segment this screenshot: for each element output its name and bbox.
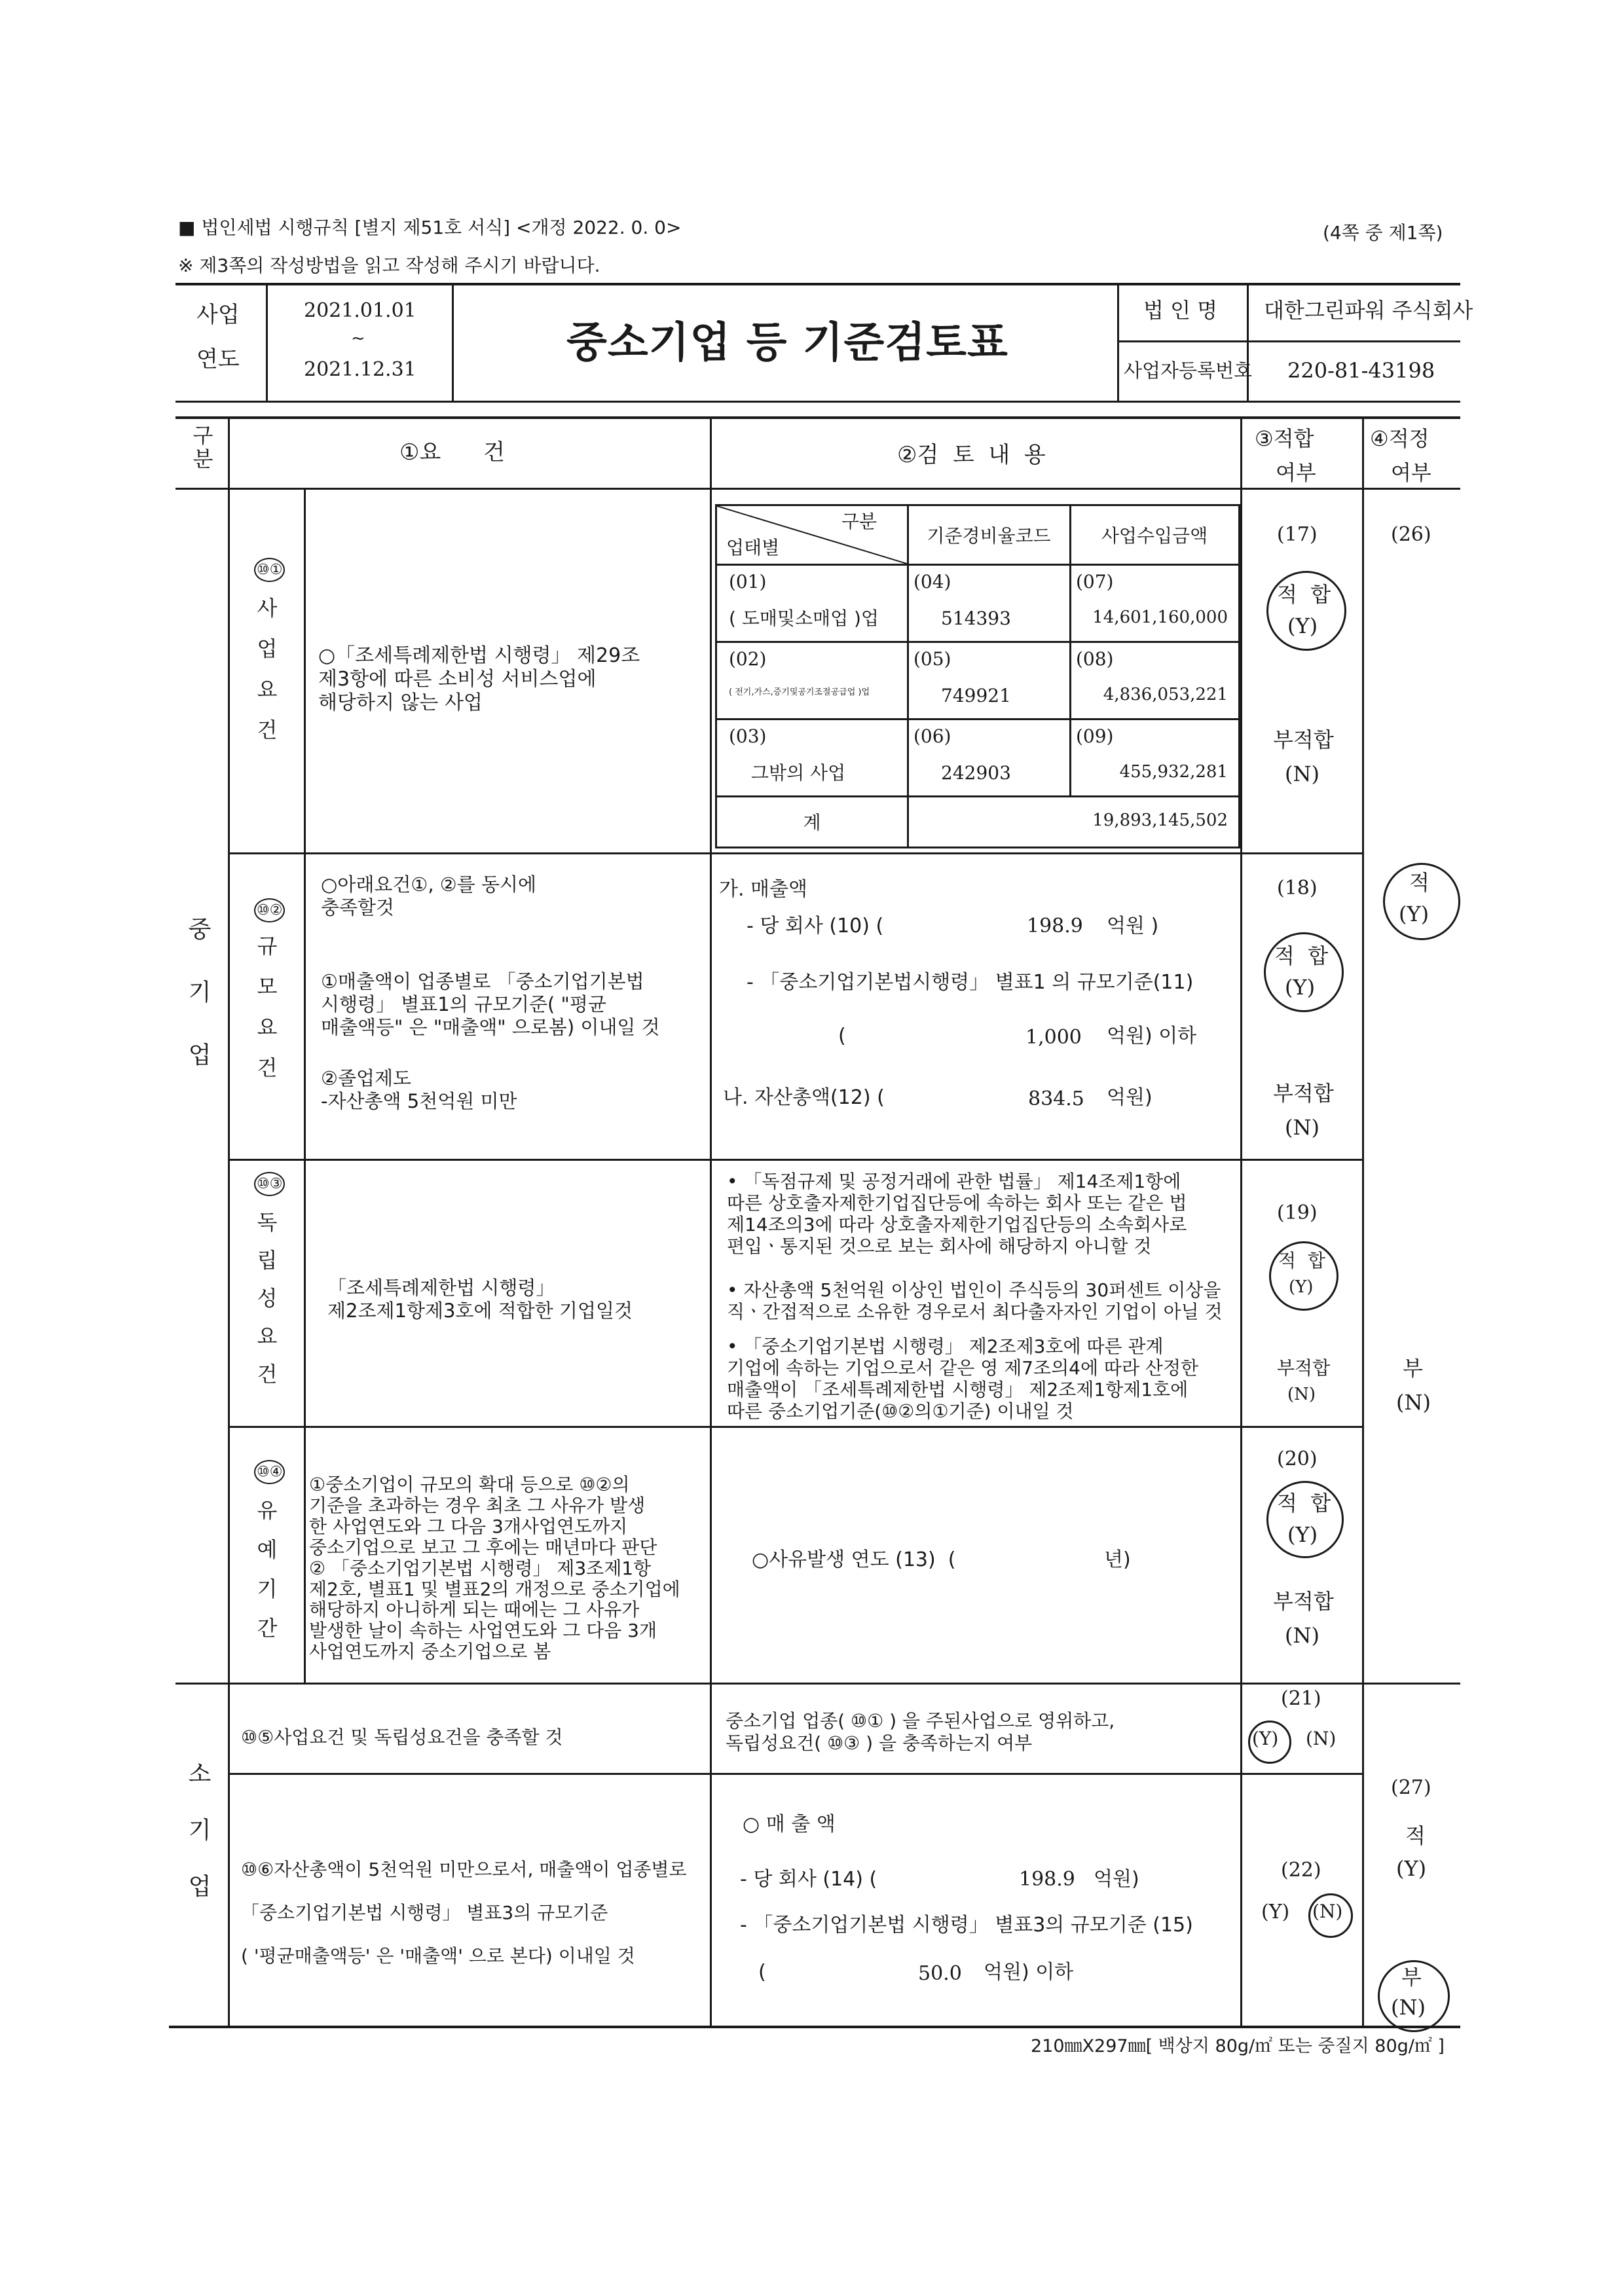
biz-row-2-no-c: (08)	[1076, 648, 1114, 670]
header-gubun-text: 구분	[189, 424, 214, 471]
biz-row-1-no-c: (07)	[1076, 571, 1114, 592]
col-divider-proper	[1362, 416, 1364, 2027]
scale-review-d-unit: 억원) 이하	[1107, 1025, 1197, 1048]
grace-review-suffix: 년)	[1104, 1548, 1131, 1571]
scale-review-e-value: 834.5	[1028, 1087, 1084, 1110]
scale-fit-no: (18)	[1277, 877, 1318, 900]
scale-fit-no-label: 부적합	[1273, 1081, 1334, 1106]
period-tilde: ~	[351, 329, 365, 348]
top-rule	[175, 283, 1460, 285]
small-review-b-unit: 억원)	[1094, 1868, 1139, 1891]
top-box-divider-2	[452, 283, 454, 401]
small-review-b-prefix: - 당 회사 (14) (	[740, 1868, 877, 1891]
small-proper-no: (27)	[1391, 1776, 1431, 1799]
independence-review-2: • 자산총액 5천억원 이상인 법인이 주식등의 30퍼센트 이상을 직ㆍ간접적으로 소유한 경우로서 최다출자자인 기업이 아닐 것	[727, 1279, 1223, 1323]
row-rule-small-2	[228, 1773, 1362, 1775]
period-end: 2021.12.31	[304, 358, 416, 381]
biz-row-2-code: 749921	[941, 685, 1011, 706]
year-label-2: 연도	[196, 346, 240, 373]
scale-requirement-3: ②졸업제도 -자산총액 5천억원 미만	[321, 1067, 517, 1112]
small-requirement-2a: ⑩⑥자산총액이 5천억원 미만으로서, 매출액이 업종별로	[241, 1859, 687, 1880]
biz-row-1-name: ( 도매및소매업 )업	[729, 608, 879, 629]
business-label	[246, 597, 286, 767]
section-rule-small	[175, 1683, 1460, 1685]
independence-fit-no-label: 부적합	[1277, 1357, 1331, 1379]
biz-total-label: 계	[803, 812, 821, 833]
year-label-1: 사업	[196, 302, 240, 328]
section-label-small	[178, 1761, 217, 1971]
biz-table-header-code: 기준경비율코드	[927, 525, 1051, 547]
independence-fit-no: (19)	[1277, 1201, 1318, 1224]
biz-row-3-no-c: (09)	[1076, 725, 1114, 747]
small-requirement-2b: 「중소기업기본법 시행령」 별표3의 규모기준	[241, 1902, 608, 1923]
grace-fit-yes-code: (Y)	[1287, 1522, 1318, 1547]
section-small-text: 소기업	[184, 1761, 212, 1930]
scale-review-d-value: 1,000	[1025, 1026, 1082, 1049]
independence-requirement: 「조세특례제한법 시행령」 제2조제1항제3호에 적합한 기업일것	[327, 1277, 633, 1322]
biz-table-rule-1	[717, 564, 1238, 566]
business-fit-yes-code: (Y)	[1287, 613, 1318, 638]
small-fit-1-n: (N)	[1306, 1728, 1337, 1749]
biz-table-header-gubun: 구분	[841, 511, 877, 532]
business-requirement: ○「조세특례제한법 시행령」 제29조 제3항에 따른 소비성 서비스업에 해당하지 않는 사업	[318, 644, 640, 714]
small-fit-1-y: (Y)	[1252, 1728, 1279, 1749]
page-title: 중소기업 등 기준검토표	[566, 319, 1008, 367]
header-fit: ③적합	[1255, 426, 1314, 451]
scale-fit-yes: 적 합	[1274, 943, 1329, 968]
grace-label	[246, 1499, 286, 1676]
independence-label	[246, 1211, 286, 1418]
small-review-d-unit: 억원) 이하	[984, 1961, 1074, 1984]
biz-row-3-no-a: (03)	[729, 725, 767, 747]
scale-requirement-1: ○아래요건①, ②를 동시에 충족할것	[321, 873, 537, 919]
biz-row-1-amount: 14,601,160,000	[1092, 608, 1228, 627]
row-rule-grace	[228, 1426, 1362, 1428]
header-proper-sub: 여부	[1391, 460, 1431, 485]
corp-name-value: 대한그린파워 주식회사	[1264, 298, 1473, 323]
biz-table-header-biz: 업태별	[726, 537, 780, 558]
biz-no-label: 사업자등록번호	[1124, 359, 1253, 382]
col-divider-gubun	[228, 416, 230, 2027]
small-review-c: - 「중소기업기본법 시행령」 별표3의 규모기준 (15)	[740, 1914, 1193, 1937]
biz-row-3-code: 242903	[941, 762, 1011, 784]
section-sme-text: 중기업	[184, 917, 212, 1105]
biz-row-3-amount: 455,932,281	[1119, 762, 1228, 782]
independence-proper-mark: 부	[1403, 1356, 1423, 1381]
grace-requirement: ①중소기업이 규모의 확대 등으로 ⑩②의 기준을 초과하는 경우 최초 그 사유가 발생 한 사업연도와 그 다음 3개사업연도까지 중소기업으로 보고 그 후에는 매년마다 판단 ② 「중소기업기본법 시행령」 제3조제1항 제2호, 별표1 및 별표2의 개정으로 중소기업에 해당하지 아니하게 되는 때에는 그 사유가 발생한 날이 속하는 사업연도와 그 다음 3개 사업연도까지 중소기업으로 봄	[309, 1474, 680, 1663]
small-proper-n-code: (N)	[1391, 1995, 1426, 2020]
business-fit-no-code: (N)	[1285, 761, 1320, 786]
scale-review-b-prefix: - 당 회사 (10) (	[747, 915, 884, 938]
biz-row-2-amount: 4,836,053,221	[1103, 685, 1228, 704]
grace-fit-no: (20)	[1277, 1448, 1318, 1470]
biz-table-rule-3	[717, 718, 1238, 720]
scale-review-a: 가. 매출액	[719, 878, 807, 901]
col-divider-label	[304, 488, 306, 1683]
row-rule-scale	[228, 852, 1362, 854]
small-review-d-value: 50.0	[918, 1962, 962, 1985]
business-fit-no-label: 부적합	[1273, 727, 1334, 752]
business-fit-yes: 적 합	[1277, 582, 1331, 607]
independence-review-3: • 「중소기업기본법 시행령」 제2조제3호에 따른 관계 기업에 속하는 기업으로서 같은 영 제7조의4에 따라 산정한 매출액이 「조세특례제한법 시행령」 제2조제1항제1호에 따른 중소기업기준(⑩②의①기준) 이내일 것	[727, 1336, 1199, 1423]
independence-fit-no-code: (N)	[1287, 1385, 1316, 1404]
grace-fit-no-code: (N)	[1285, 1623, 1320, 1648]
scale-review-b-value: 198.9	[1027, 915, 1083, 938]
independence-fit-yes: 적 합	[1278, 1250, 1325, 1271]
header-fit-sub: 여부	[1276, 460, 1316, 485]
small-review-a: ○ 매 출 액	[743, 1813, 836, 1836]
biz-row-2-no-a: (02)	[729, 648, 767, 670]
small-requirement-2c: ( '평균매출액등' 은 '매출액' 으로 본다) 이내일 것	[241, 1945, 635, 1967]
scale-label-no: ⑩②	[254, 898, 285, 922]
small-review-d-prefix: (	[758, 1961, 766, 1984]
business-label-text: 사업요건	[253, 597, 278, 759]
business-proper-no: (26)	[1391, 523, 1431, 546]
header-review: ②검 토 내 용	[897, 442, 1046, 468]
grace-label-no: ⑩④	[254, 1460, 285, 1484]
independence-label-text: 독립성요건	[253, 1211, 278, 1401]
top-box-bottom-rule	[175, 401, 1460, 403]
instruction-note: ※ 제3쪽의 작성방법을 읽고 작성해 주시기 바랍니다.	[178, 255, 600, 276]
biz-table-header-amount: 사업수입금액	[1101, 525, 1208, 547]
scale-review-c: - 「중소기업기본법시행령」 별표1 의 규모기준(11)	[747, 971, 1194, 994]
scale-review-e-unit: 억원)	[1107, 1086, 1153, 1109]
small-review-b-value: 198.9	[1019, 1868, 1075, 1891]
scale-proper-mark: 적	[1409, 870, 1430, 895]
grace-review-prefix: ○사유발생 연도 (13) (	[752, 1548, 956, 1571]
scale-review-b-unit: 억원 )	[1107, 915, 1159, 938]
scale-fit-no-code: (N)	[1285, 1115, 1320, 1140]
biz-row-3-no-b: (06)	[913, 725, 951, 747]
biz-row-1-no-b: (04)	[913, 571, 951, 592]
top-box-divider-1	[266, 283, 268, 401]
col-divider-fit	[1240, 416, 1242, 2027]
biz-row-1-code: 514393	[941, 608, 1011, 629]
small-proper-y: 적	[1405, 1823, 1426, 1848]
header-proper: ④적정	[1370, 426, 1430, 451]
scale-requirement-2: ①매출액이 업종별로 「중소기업기본법 시행령」 별표1의 규모기준( "평균 매출액등" 은 "매출액" 으로봄) 이내일 것	[321, 970, 660, 1038]
biz-no-value: 220-81-43198	[1287, 358, 1435, 383]
business-fit-no: (17)	[1277, 523, 1318, 546]
section-label-sme	[178, 917, 217, 1165]
grace-fit-yes: 적 합	[1277, 1491, 1331, 1516]
independence-proper-mark-code: (N)	[1396, 1390, 1431, 1415]
header-requirement: ①요 건	[399, 439, 506, 465]
independence-review-1: • 「독점규제 및 공정거래에 관한 법률」 제14조제1항에 따른 상호출자제한기업집단등에 속하는 회사 또는 같은 법 제14조의3에 따라 상호출자제한기업집단등의 소속회사로 편입ㆍ통지된 것으로 보는 회사에 해당하지 아니할 것	[727, 1171, 1187, 1258]
col-divider-requirement	[710, 416, 712, 2027]
biz-row-2-name: ( 전기,가스,증기및공기조절공급업 )업	[729, 687, 870, 697]
small-fit-2-y: (Y)	[1261, 1901, 1290, 1923]
header-gubun	[182, 424, 221, 481]
scale-review-e-prefix: 나. 자산총액(12) (	[723, 1086, 885, 1109]
page-info: (4쪽 중 제1쪽)	[1323, 222, 1443, 244]
biz-table-rule-2	[717, 641, 1238, 643]
header-bottom-rule	[175, 488, 1460, 490]
main-bottom-rule	[169, 2026, 1460, 2028]
scale-proper-mark-code: (Y)	[1399, 902, 1430, 926]
scale-label-text: 규모요건	[253, 935, 278, 1097]
top-box-mid-rule	[1117, 340, 1460, 342]
biz-row-1-no-a: (01)	[729, 571, 767, 592]
form-reference: ■ 법인세법 시행규칙 [별지 제51호 서식] <개정 2022. 0. 0>	[178, 217, 682, 238]
grace-label-text: 유예기간	[253, 1499, 278, 1656]
small-proper-n: 부	[1401, 1965, 1422, 1990]
scale-fit-yes-code: (Y)	[1285, 975, 1316, 1000]
biz-row-2-no-b: (05)	[913, 648, 951, 670]
grace-fit-no-label: 부적합	[1273, 1589, 1334, 1614]
independence-fit-yes-code: (Y)	[1289, 1277, 1314, 1297]
scale-label	[246, 935, 286, 1112]
corp-name-label: 법 인 명	[1143, 298, 1218, 323]
small-review-1: 중소기업 업종( ⑩① ) 을 주된사업으로 영위하고, 독립성요건( ⑩③ ) 을 충족하는지 여부	[726, 1710, 1115, 1754]
small-fit-2-no: (22)	[1281, 1859, 1321, 1882]
small-requirement-1: ⑩⑤사업요건 및 독립성요건을 충족할 것	[241, 1726, 563, 1748]
biz-total-amount: 19,893,145,502	[1092, 811, 1228, 830]
small-proper-y-code: (Y)	[1396, 1856, 1427, 1881]
scale-review-d-prefix: (	[838, 1025, 846, 1048]
paper-spec: 210㎜X297㎜[ 백상지 80g/㎡ 또는 중질지 80g/㎡ ]	[1031, 2036, 1445, 2056]
small-fit-2-n: (N)	[1312, 1901, 1343, 1922]
small-fit-1-no: (21)	[1281, 1687, 1321, 1710]
period-start: 2021.01.01	[304, 299, 416, 322]
main-top-rule	[175, 416, 1460, 419]
row-rule-independence	[228, 1159, 1362, 1161]
business-code-table	[715, 504, 1240, 848]
biz-row-3-name: 그밖의 사업	[751, 762, 846, 784]
independence-label-no: ⑩③	[254, 1172, 285, 1196]
business-label-no: ⑩①	[254, 558, 285, 582]
